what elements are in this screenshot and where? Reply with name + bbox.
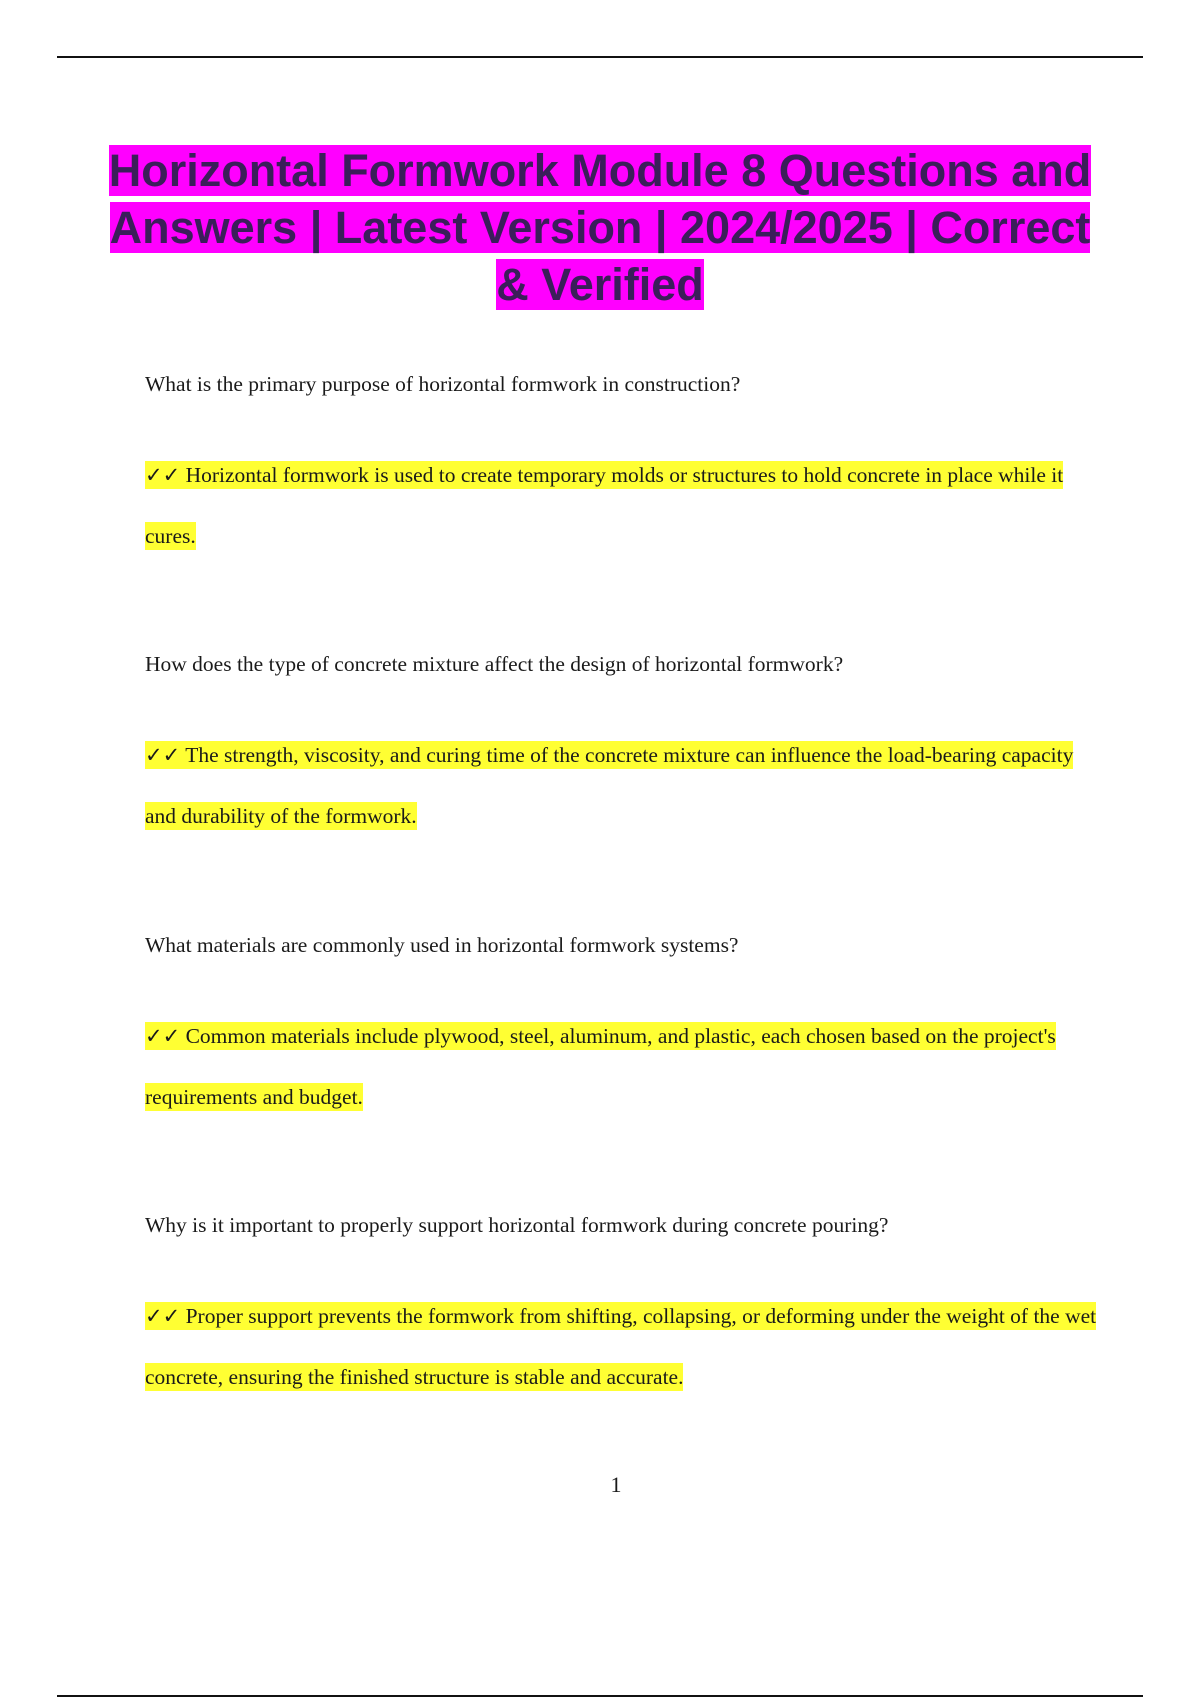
double-check-icon: ✓✓ [145, 743, 181, 767]
answer-block [145, 725, 1105, 847]
footer-rule [57, 1695, 1143, 1697]
double-check-icon: ✓✓ [145, 463, 181, 487]
answer-text: The strength, viscosity, and curing time of the concrete mixture can influence the load-bearing capacity and durability of the formwork. [145, 743, 1074, 828]
qa-item-1 [145, 370, 1105, 567]
answer-text: Proper support prevents the formwork from shifting, collapsing, or deforming under the weight of the wet concrete, ensuring the finished structure is stable and accurate. [145, 1304, 1097, 1389]
answer-block [145, 445, 1105, 567]
answer-text: Horizontal formwork is used to create temporary molds or structures to hold concrete in place while it cures. [145, 463, 1064, 548]
qa-item-4 [145, 1211, 1105, 1408]
header-rule [57, 56, 1143, 58]
answer-block [145, 1286, 1105, 1408]
answer-highlight [145, 1302, 1096, 1391]
qa-item-2 [145, 650, 1105, 847]
answer-highlight [145, 741, 1073, 830]
double-check-icon: ✓✓ [145, 1024, 181, 1048]
question-text: What is the primary purpose of horizontal formwork in construction? [145, 372, 741, 396]
question-text: How does the type of concrete mixture affect the design of horizontal formwork? [145, 652, 844, 676]
double-check-icon: ✓✓ [145, 1304, 181, 1328]
answer-highlight [145, 461, 1063, 550]
document-title: Horizontal Formwork Module 8 Questions and Answers | Latest Version | 2024/2025 | Correct & Verified [108, 145, 1092, 310]
answer-text: Common materials include plywood, steel, aluminum, and plastic, each chosen based on the project's requirements and budget. [145, 1024, 1056, 1109]
question-text: Why is it important to properly support horizontal formwork during concrete pouring? [145, 1213, 889, 1237]
answer-highlight [145, 1022, 1056, 1111]
page-number: 1 [610, 1472, 622, 1497]
answer-block [145, 1006, 1105, 1128]
question-text: What materials are commonly used in horizontal formwork systems? [145, 933, 739, 957]
qa-item-3 [145, 931, 1105, 1128]
title-block [100, 142, 1100, 313]
